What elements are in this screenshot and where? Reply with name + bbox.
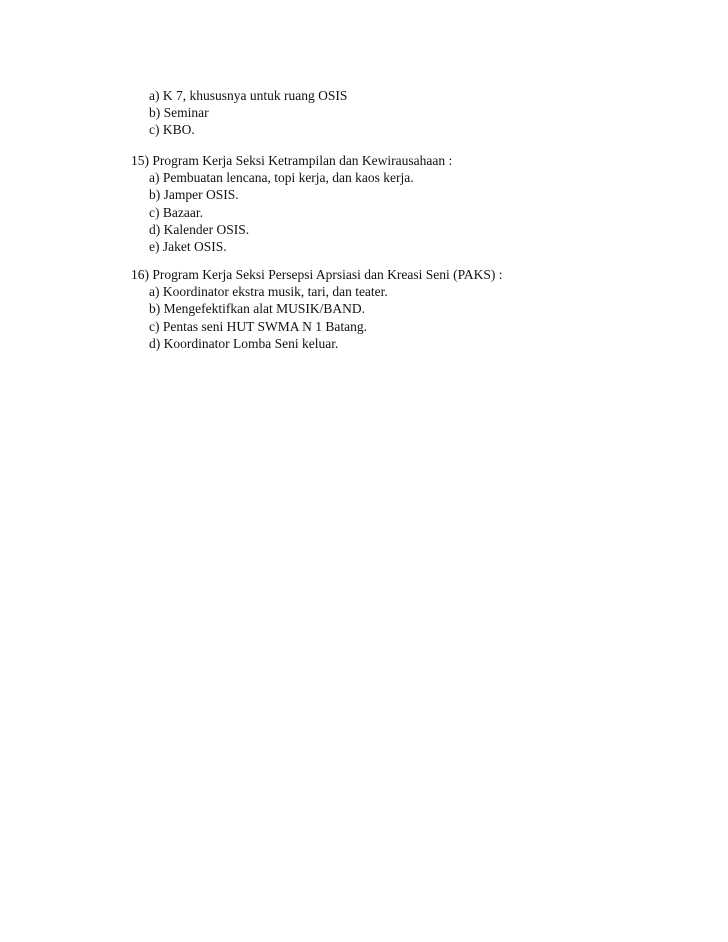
- section-16: [131, 266, 502, 352]
- list-item: a) K 7, khususnya untuk ruang OSIS: [149, 88, 348, 103]
- list-item: e) Jaket OSIS.: [149, 238, 227, 254]
- list-item: d) Koordinator Lomba Seni keluar.: [149, 335, 339, 351]
- list-item: a) Koordinator ekstra musik, tari, dan teater.: [149, 284, 388, 300]
- section-heading: 15) Program Kerja Seksi Ketrampilan dan Kewirausahaan :: [131, 153, 453, 168]
- list-item: d) Kalender OSIS.: [149, 221, 250, 237]
- list-item: b) Seminar: [149, 105, 209, 121]
- list-item: a) Pembuatan lencana, topi kerja, dan kaos kerja.: [149, 170, 414, 186]
- continued-list: [131, 87, 347, 139]
- list-item: c) Pentas seni HUT SWMA N 1 Batang.: [149, 318, 367, 334]
- list-item: b) Jamper OSIS.: [149, 187, 239, 203]
- section-heading: 16) Program Kerja Seksi Persepsi Aprsiasi dan Kreasi Seni (PAKS) :: [131, 267, 503, 282]
- list-item: c) Bazaar.: [149, 204, 203, 220]
- list-item: b) Mengefektifkan alat MUSIK/BAND.: [149, 301, 365, 317]
- section-15: [131, 152, 452, 255]
- list-item: c) KBO.: [149, 122, 195, 138]
